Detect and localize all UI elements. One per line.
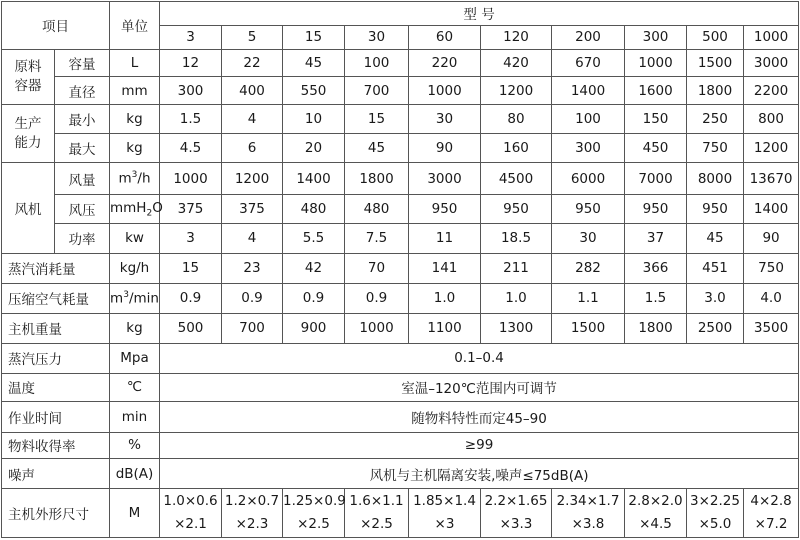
dimension-cell xyxy=(625,489,687,538)
dimension-cell xyxy=(481,489,552,538)
header-row xyxy=(2,2,799,26)
value-cell: 45 xyxy=(345,134,409,163)
value-cell: 100 xyxy=(552,105,625,134)
value-cell: 1800 xyxy=(625,313,687,343)
model-number: 30 xyxy=(345,25,409,49)
unit-cell: kg/h xyxy=(110,253,160,283)
raw-material-group-row xyxy=(2,49,799,77)
raw-material-group-row xyxy=(2,77,799,105)
row-label: 最小 xyxy=(55,105,110,134)
capacity-group-row xyxy=(2,105,799,134)
value-cell: 750 xyxy=(687,134,744,163)
value-cell: 950 xyxy=(481,195,552,224)
value-cell: 950 xyxy=(687,195,744,224)
value-cell: 4.5 xyxy=(160,134,222,163)
value-cell: 450 xyxy=(625,134,687,163)
value-cell: 282 xyxy=(552,253,625,283)
value-cell: 1500 xyxy=(552,313,625,343)
value-cell: 0.9 xyxy=(160,283,222,313)
value-cell: 20 xyxy=(283,134,345,163)
value-cell: 30 xyxy=(552,223,625,253)
value-cell: 22 xyxy=(222,49,283,77)
value-cell: 670 xyxy=(552,49,625,77)
merged-row xyxy=(2,432,799,459)
value-cell: 4.0 xyxy=(744,283,799,313)
value-cell: 3 xyxy=(160,223,222,253)
row-label: 温度 xyxy=(2,373,110,401)
value-cell: 0.9 xyxy=(283,283,345,313)
value-cell: 160 xyxy=(481,134,552,163)
unit-cell: % xyxy=(110,432,160,459)
value-cell: 23 xyxy=(222,253,283,283)
value-cell: 1.0 xyxy=(481,283,552,313)
value-cell: 0.9 xyxy=(345,283,409,313)
value-cell: 1400 xyxy=(744,195,799,224)
value-cell: 1000 xyxy=(409,77,481,105)
dimension-cell xyxy=(409,489,481,538)
dimension-height: ×2.5 xyxy=(297,516,330,533)
row-label: 压缩空气耗量 xyxy=(2,283,110,313)
merged-row xyxy=(2,401,799,432)
value-cell: 1100 xyxy=(409,313,481,343)
unit-text-rest: O xyxy=(152,199,163,216)
value-cell: 7.5 xyxy=(345,223,409,253)
model-number: 300 xyxy=(625,25,687,49)
group-label: 生产能力 xyxy=(2,105,55,163)
value-cell: 4 xyxy=(222,105,283,134)
unit-cell: mm xyxy=(110,77,160,105)
unit-text-rest: /min xyxy=(128,290,159,307)
value-cell: 211 xyxy=(481,253,552,283)
unit-cell xyxy=(110,283,160,313)
value-cell: 1000 xyxy=(160,163,222,195)
value-cell: 12 xyxy=(160,49,222,77)
dimension-cell xyxy=(283,489,345,538)
row-label: 物料收得率 xyxy=(2,432,110,459)
unit-cell: M xyxy=(110,489,160,538)
dimension-height: ×5.0 xyxy=(698,516,732,533)
row-label: 容量 xyxy=(55,49,110,77)
value-cell: 4 xyxy=(222,223,283,253)
unit-text: mmH xyxy=(110,199,147,216)
dimension-length-width: 2.2×1.65 xyxy=(484,493,548,510)
value-cell: 750 xyxy=(744,253,799,283)
value-cell: 366 xyxy=(625,253,687,283)
dimension-length-width: 1.2×0.7 xyxy=(224,493,280,510)
value-cell: 420 xyxy=(481,49,552,77)
model-number: 5 xyxy=(222,25,283,49)
value-cell: 1.0 xyxy=(409,283,481,313)
dimension-length-width: 1.25×0.9 xyxy=(283,493,346,510)
dimension-height: ×3.3 xyxy=(499,516,533,533)
value-cell: 6 xyxy=(222,134,283,163)
group-label: 风机 xyxy=(2,163,55,254)
row-label: 噪声 xyxy=(2,459,110,489)
unit-text: m xyxy=(110,290,124,307)
unit-text: m xyxy=(118,170,132,187)
value-cell: 950 xyxy=(552,195,625,224)
value-cell: 45 xyxy=(687,223,744,253)
value-cell: 1800 xyxy=(345,163,409,195)
value-cell: 2200 xyxy=(744,77,799,105)
value-cell: 8000 xyxy=(687,163,744,195)
value-cell: 7000 xyxy=(625,163,687,195)
value-cell: 70 xyxy=(345,253,409,283)
value-cell: 900 xyxy=(283,313,345,343)
merged-value: ≥99 xyxy=(160,432,799,459)
value-cell: 3000 xyxy=(409,163,481,195)
dimension-height: ×3 xyxy=(434,516,455,533)
header-model: 型 号 xyxy=(160,2,799,26)
model-number: 120 xyxy=(481,25,552,49)
value-cell: 300 xyxy=(552,134,625,163)
value-cell: 18.5 xyxy=(481,223,552,253)
capacity-group-row xyxy=(2,134,799,163)
value-cell: 1200 xyxy=(481,77,552,105)
model-number: 3 xyxy=(160,25,222,49)
dimension-length-width: 3×2.25 xyxy=(690,493,740,510)
value-cell: 1.5 xyxy=(625,283,687,313)
model-number: 200 xyxy=(552,25,625,49)
value-cell: 375 xyxy=(160,195,222,224)
value-cell: 480 xyxy=(283,195,345,224)
unit-text-rest: /h xyxy=(137,170,151,187)
value-cell: 4500 xyxy=(481,163,552,195)
value-cell: 90 xyxy=(744,223,799,253)
value-cell: 1400 xyxy=(552,77,625,105)
header-item: 项目 xyxy=(2,2,110,50)
dimension-height: ×3.8 xyxy=(571,516,605,533)
unit-cell xyxy=(110,163,160,195)
unit-superscript: 3 xyxy=(131,170,138,181)
value-cell: 2500 xyxy=(687,313,744,343)
row-label: 主机外形尺寸 xyxy=(2,489,110,538)
steam-use-row xyxy=(2,253,799,283)
dimension-length-width: 1.85×1.4 xyxy=(413,493,476,510)
row-label: 风量 xyxy=(55,163,110,195)
value-cell: 90 xyxy=(409,134,481,163)
value-cell: 1.5 xyxy=(160,105,222,134)
value-cell: 451 xyxy=(687,253,744,283)
value-cell: 1200 xyxy=(744,134,799,163)
unit-superscript: 3 xyxy=(123,290,129,301)
model-number: 500 xyxy=(687,25,744,49)
unit-cell xyxy=(110,195,163,224)
value-cell: 700 xyxy=(222,313,283,343)
dimension-height: ×2.5 xyxy=(360,516,393,533)
dimension-length-width: 1.0×0.6 xyxy=(163,493,218,510)
value-cell: 15 xyxy=(345,105,409,134)
dimension-length-width: 4×2.8 xyxy=(750,493,792,510)
unit-cell: kw xyxy=(110,223,160,253)
unit-cell: Mpa xyxy=(110,343,160,373)
dimension-cell xyxy=(687,489,744,538)
dimension-height: ×4.5 xyxy=(639,516,672,533)
air-use-row xyxy=(2,283,799,313)
row-label: 蒸汽消耗量 xyxy=(2,253,110,283)
fan-group-row xyxy=(2,163,799,195)
value-cell: 15 xyxy=(160,253,222,283)
value-cell: 480 xyxy=(345,195,409,224)
value-cell: 3.0 xyxy=(687,283,744,313)
value-cell: 500 xyxy=(160,313,222,343)
value-cell: 220 xyxy=(409,49,481,77)
row-label: 主机重量 xyxy=(2,313,110,343)
value-cell: 375 xyxy=(222,195,283,224)
merged-row xyxy=(2,459,799,489)
dimension-cell xyxy=(222,489,283,538)
dimension-cell xyxy=(552,489,625,538)
value-cell: 3000 xyxy=(744,49,799,77)
merged-value: 室温–120℃范围内可调节 xyxy=(160,373,799,401)
unit-cell: min xyxy=(110,401,160,432)
value-cell: 950 xyxy=(409,195,481,224)
row-label: 作业时间 xyxy=(2,401,110,432)
spec-table xyxy=(1,1,799,538)
value-cell: 10 xyxy=(283,105,345,134)
model-number: 60 xyxy=(409,25,481,49)
value-cell: 80 xyxy=(481,105,552,134)
value-cell: 250 xyxy=(687,105,744,134)
value-cell: 3500 xyxy=(744,313,799,343)
row-label: 最大 xyxy=(55,134,110,163)
unit-cell: kg xyxy=(110,313,160,343)
unit-subscript: 2 xyxy=(146,208,153,219)
dimension-length-width: 2.34×1.7 xyxy=(556,493,620,510)
dimension-length-width: 1.6×1.1 xyxy=(349,493,404,510)
row-label: 蒸汽压力 xyxy=(2,343,110,373)
value-cell: 1300 xyxy=(481,313,552,343)
header-unit: 单位 xyxy=(110,2,160,50)
value-cell: 37 xyxy=(625,223,687,253)
row-label: 功率 xyxy=(55,223,110,253)
value-cell: 550 xyxy=(283,77,345,105)
unit-cell: ℃ xyxy=(110,373,160,401)
value-cell: 30 xyxy=(409,105,481,134)
group-label: 原料容器 xyxy=(2,49,55,105)
value-cell: 1000 xyxy=(345,313,409,343)
value-cell: 1800 xyxy=(687,77,744,105)
fan-group-row xyxy=(2,223,799,253)
value-cell: 5.5 xyxy=(283,223,345,253)
value-cell: 1200 xyxy=(222,163,283,195)
value-cell: 42 xyxy=(283,253,345,283)
value-cell: 1600 xyxy=(625,77,687,105)
value-cell: 45 xyxy=(283,49,345,77)
dimension-height: ×7.2 xyxy=(754,516,788,533)
value-cell: 1400 xyxy=(283,163,345,195)
value-cell: 150 xyxy=(625,105,687,134)
value-cell: 11 xyxy=(409,223,481,253)
weight-row xyxy=(2,313,799,343)
model-number: 15 xyxy=(283,25,345,49)
value-cell: 400 xyxy=(222,77,283,105)
unit-cell: kg xyxy=(110,105,160,134)
unit-cell: kg xyxy=(110,134,160,163)
merged-value: 随物料特性而定45–90 xyxy=(160,401,799,432)
dimension-height: ×2.1 xyxy=(174,516,207,533)
value-cell: 1000 xyxy=(625,49,687,77)
dimension-cell xyxy=(345,489,409,538)
dimension-cell xyxy=(160,489,222,538)
value-cell: 700 xyxy=(345,77,409,105)
dimension-height: ×2.3 xyxy=(235,516,269,533)
value-cell: 13670 xyxy=(744,163,799,195)
dimension-length-width: 2.8×2.0 xyxy=(628,493,683,510)
merged-row xyxy=(2,343,799,373)
model-number: 1000 xyxy=(744,25,799,49)
row-label: 直径 xyxy=(55,77,110,105)
merged-value: 0.1–0.4 xyxy=(160,343,799,373)
value-cell: 800 xyxy=(744,105,799,134)
value-cell: 6000 xyxy=(552,163,625,195)
value-cell: 100 xyxy=(345,49,409,77)
value-cell: 1.1 xyxy=(552,283,625,313)
merged-row xyxy=(2,373,799,401)
value-cell: 300 xyxy=(160,77,222,105)
unit-cell: L xyxy=(110,49,160,77)
unit-cell: dB(A) xyxy=(110,459,160,489)
value-cell: 141 xyxy=(409,253,481,283)
merged-value: 风机与主机隔离安装,噪声≤75dB(A) xyxy=(160,459,799,489)
row-label: 风压 xyxy=(55,195,110,224)
value-cell: 950 xyxy=(625,195,687,224)
fan-group-row xyxy=(2,195,799,224)
value-cell: 0.9 xyxy=(222,283,283,313)
dimension-cell xyxy=(744,489,799,538)
value-cell: 1500 xyxy=(687,49,744,77)
dimensions-row xyxy=(2,489,799,538)
